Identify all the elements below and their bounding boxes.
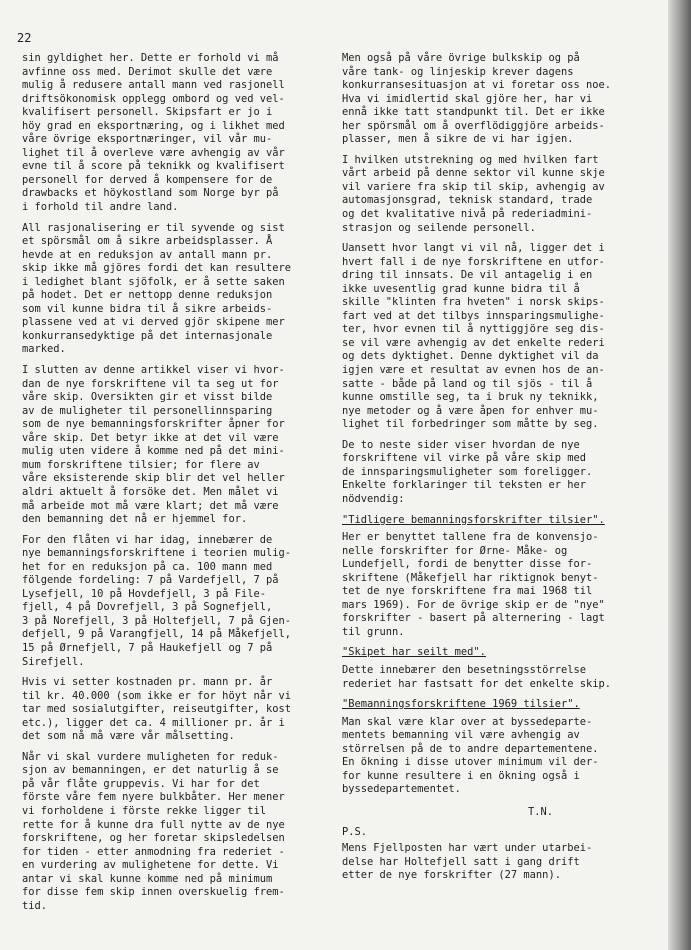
paragraph: Man skal være klar over at byssedeparte- mentets bemanning vil være avhengig av störrelsen på de to andre departementene. En ökning i disse utover minimum vil der- for kunne resultere i en ökning også i byssedepartementet. bbox=[342, 715, 599, 796]
right-column bbox=[342, 52, 640, 890]
paragraph: All rasjonalisering er til syvende og sist et spörsmål om å sikre arbeidsplasser. Å hevde at en reduksjon av antall mann pr. skip ikke må gjöres fordi det kan resultere i ledighet blant sjöfolk, er å sette saken på hodet. Det er nettopp denne reduksjon som vil kunne bidra til å sikre arbeids- plassene ved at vi derved gjör skipene mer konkurransedyktige på det internasjonale marked. bbox=[22, 221, 291, 356]
author-signature: T.N. bbox=[528, 805, 554, 818]
paragraph: Men også på våre övrige bulkskip og på våre tank- og linjeskip krever dagens konkurransesituasjon at vi foretar oss noe. Hva vi imidlertid skal gjöre her, har vi ennå ikke tatt standpunkt til. Det er ikke her spörsmål om å overflödiggjöre arbeids- plasser, men å sikre de vi har igjen. bbox=[342, 52, 611, 146]
section-heading: "Tidligere bemanningsforskrifter tilsier". bbox=[342, 513, 605, 526]
paragraph: sin gyldighet her. Dette er forhold vi må avfinne oss med. Derimot skulle det være mulig å redusere antall mann ved rasjonell driftsökonomisk opplegg ombord og ved vel- kvalifisert personell. Skipsfart er jo i höy grad en eksportnæring, og i likhet med våre övrige eksportnæringer, vil vår mu- lighet til å overleve være avhengig av vår evne til å score på teknikk og kvalifisert personell for derved å kompensere for de drawbacks et höykostland som Norge byr på i forhold til andre land. bbox=[22, 52, 285, 214]
paragraph: Hvis vi setter kostnaden pr. mann pr. år til kr. 40.000 (som ikke er for höyt når vi tar med sosialutgifter, reiseutgifter, kost etc.), ligger det ca. 4 millioner pr. år i det som nå må være vår målsetting. bbox=[22, 676, 291, 743]
paragraph: Når vi skal vurdere muligheten for reduk- sjon av bemanningen, er det naturlig å se på vår flåte gruppevis. Vi har for det förste våre fem nyere bulkbåter. Her mener vi forholdene i förste rekke ligger til rette for å kunne dra full nytte av de nye forskriftene, og her foretar skipsledelsen for tiden - etter anmodning fra rederiet - en vurdering av mulighetene for dette. Vi antar vi skal kunne komme ned på minimum for disse fem skip innen overskuelig frem- tid. bbox=[22, 750, 285, 912]
paragraph: I slutten av denne artikkel viser vi hvor- dan de nye forskriftene vil ta seg ut for våre skip. Oversikten gir et visst bilde av de muligheter til personellinnsparing som de nye bemanningsforskrifter åpner for våre skip. Det betyr ikke at det vil være mulig uten videre å komme ned på det mini- mum forskriftene tilsier; for flere av våre eksisterende skip blir det vel heller aldri aktuelt å forsöke det. Men målet vi må arbeide mot må være klart; det må være den bemanning det nå er hjemmel for. bbox=[22, 364, 285, 526]
paragraph: Her er benyttet tallene fra de konvensjo- nelle forskrifter for Ørne- Måke- og Lundefjell, fordi de benytter disse for- skriftene (Måkefjell har riktignok benyt- tet de nye forskriftene fra mai 1968 til mars 1969). For de övrige skip er de "nye" forskrifter - basert på alternering - lagt til grunn. bbox=[342, 531, 605, 638]
paragraph: I hvilken utstrekning og med hvilken fart vårt arbeid på denne sektor vil kunne skje vil variere fra skip til skip, avhengig av automasjonsgrad, teknisk standard, trade og det kvalitative nivå på rederiadmini- strasjon og seilende personell. bbox=[342, 153, 605, 234]
postscript-label: P.S. bbox=[342, 826, 368, 839]
section-heading: "Bemanningsforskriftene 1969 tilsier". bbox=[342, 698, 580, 711]
postscript-text: Mens Fjellposten har vært under utarbei- delse har Holtefjell satt i gang drift etter de nye forskrifter (27 mann). bbox=[342, 841, 593, 882]
paragraph: De to neste sider viser hvordan de nye forskriftene vil virke på våre skip med de innsparingsmuligheter som foreligger. Enkelte forklaringer til teksten er her nödvendig: bbox=[342, 438, 593, 505]
left-column bbox=[22, 52, 318, 920]
paragraph: Uansett hvor langt vi vil nå, ligger det i hvert fall i de nye forskriftene en utfor- dring til innsats. De vil antagelig i en ikke uvesentlig grad kunne bidra til å skille "klinten fra hveten" i norsk skips- fart ved at det tilbys innsparingsmulighe- ter, hvor evnen til å nyttiggjöre seg dis- se vil være avhengig av det enkelte rederi og dets dyktighet. Denne dyktighet vil da igjen være et resultat av evnen hos de an- satte - både på land og til sjös - til å kunne omstille seg, ta i bruk ny teknikk, nye metoder og å være åpen for enhver mu- lighet til forbedringer som måtte by seg. bbox=[342, 242, 605, 431]
paragraph: For den flåten vi har idag, innebærer de nye bemanningsforskriftene i teorien mulig- het for en reduksjon på ca. 100 mann med fölgende fordeling: 7 på Vardefjell, 7 på Lysefjell, 10 på Hovdefjell, 3 på File- fjell, 4 på Dovrefjell, 3 på Sognefjell, 3 på Norefjell, 3 på Holtefjell, 7 på Gjen- defjell, 9 på Varangfjell, 14 på Måkefjell, 15 på Ørnefjell, 7 på Haukefjell og 7 på Sirefjell. bbox=[22, 533, 291, 668]
page-edge-shadow bbox=[668, 0, 691, 950]
paragraph: Dette innebærer den besetningsstörrelse rederiet har fastsatt for det enkelte skip. bbox=[342, 663, 611, 690]
section-heading: "Skipet har seilt med". bbox=[342, 646, 486, 659]
page-number: 22 bbox=[17, 31, 32, 45]
